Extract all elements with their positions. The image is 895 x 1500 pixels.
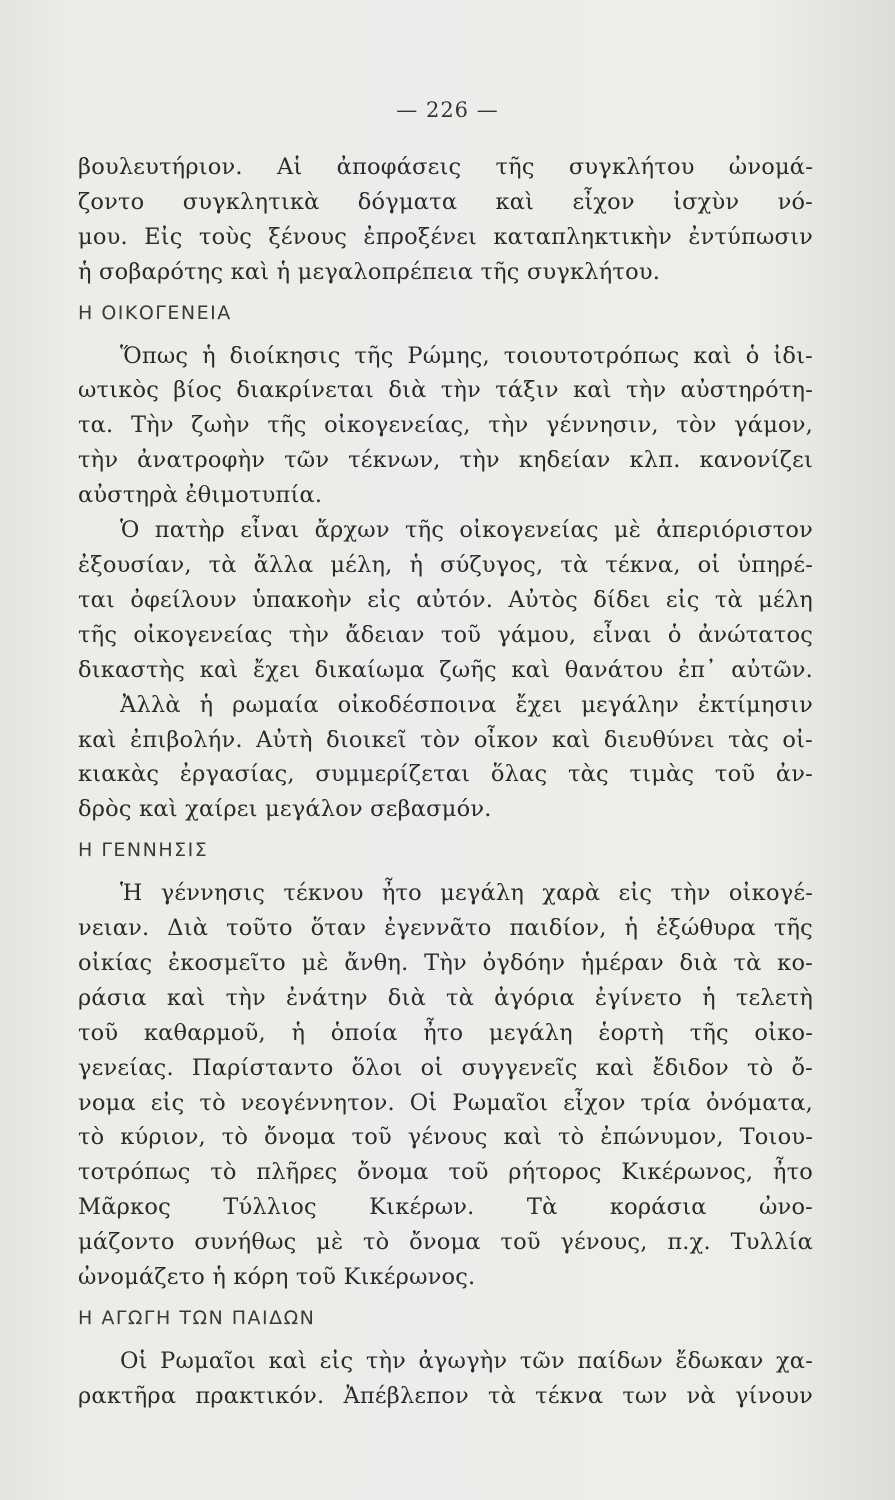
text-line: βουλευτήριον. Αἱ ἀποφάσεις τῆς συγκλήτου ὠνομά- bbox=[78, 154, 813, 180]
text-line: ζοντο συγκλητικὰ δόγματα καὶ εἶχον ἰσχὺν νό- bbox=[78, 188, 813, 215]
text-line: δικαστὴς καὶ ἔχει δικαίωμα ζωῆς καὶ θανάτου ἐπ᾽ αὐτῶν. bbox=[78, 656, 813, 683]
text-line: Ὅπως ἡ διοίκησις τῆς Ρώμης, τοιουτοτρόπως καὶ ὁ ἰδι- bbox=[120, 342, 813, 369]
page-content bbox=[78, 150, 813, 1414]
text-line: κιακὰς ἐργασίας, συμμερίζεται ὅλας τὰς τιμὰς τοῦ ἀν- bbox=[78, 761, 813, 788]
upbringing-paragraph bbox=[78, 1344, 813, 1414]
section-heading-upbringing: Η ΑΓΩΓΗ ΤΩΝ ΠΑΙΔΩΝ bbox=[78, 1307, 316, 1329]
section-heading-family: Η ΟΙΚΟΓΕΝΕΙΑ bbox=[78, 301, 232, 324]
text-line: ἡ σοβαρότης καὶ ἡ μεγαλοπρέπεια τῆς συγκλήτου. bbox=[78, 258, 661, 285]
text-line: ωτικὸς βίος διακρίνεται διὰ τὴν τάξιν καὶ τὴν αὐστηρότη- bbox=[78, 377, 813, 404]
text-line: ἐξουσίαν, τὰ ἄλλα μέλη, ἡ σύζυγος, τὰ τέκνα, οἱ ὑπηρέ- bbox=[78, 551, 813, 578]
family-paragraph-2 bbox=[78, 513, 813, 688]
section-heading-birth: Η ΓΕΝΝΗΣΙΣ bbox=[78, 839, 209, 862]
text-line: Ἡ γέννησις τέκνου ἦτο μεγάλη χαρὰ εἰς τὴν οἰκογέ- bbox=[120, 880, 813, 907]
text-line: γενείας. Παρίσταντο ὅλοι οἱ συγγενεῖς καὶ ἔδιδον τὸ ὄ- bbox=[78, 1054, 813, 1081]
text-line: τὸ κύριον, τὸ ὄνομα τοῦ γένους καὶ τὸ ἐπώνυμον, Τοιου- bbox=[78, 1124, 813, 1151]
text-line: μου. Εἰς τοὺς ξένους ἐπροξένει καταπληκτικὴν ἐντύπωσιν bbox=[78, 223, 813, 250]
text-line: δρὸς καὶ χαίρει μεγάλον σεβασμόν. bbox=[78, 796, 492, 823]
family-paragraph-3 bbox=[78, 688, 813, 828]
text-line: ται ὀφείλουν ὑπακοὴν εἰς αὐτόν. Αὐτὸς δίδει εἰς τὰ μέλη bbox=[78, 586, 813, 613]
text-line: ρακτῆρα πρακτικόν. Ἀπέβλεπον τὰ τέκνα των νὰ γίνουν bbox=[78, 1382, 813, 1409]
text-line: τοῦ καθαρμοῦ, ἡ ὁποία ἦτο μεγάλη ἑορτὴ τῆς οἰκο- bbox=[78, 1019, 813, 1046]
text-line: οἰκίας ἐκοσμεῖτο μὲ ἄνθη. Τὴν ὀγδόην ἡμέραν διὰ τὰ κο- bbox=[78, 949, 813, 976]
birth-paragraph bbox=[78, 876, 813, 1295]
text-line: Ἀλλὰ ἡ ρωμαία οἰκοδέσποινα ἔχει μεγάλην ἐκτίμησιν bbox=[120, 691, 813, 718]
text-line: ράσια καὶ τὴν ἐνάτην διὰ τὰ ἀγόρια ἐγίνετο ἡ τελετὴ bbox=[78, 984, 813, 1011]
text-line: μάζοντο συνήθως μὲ τὸ ὄνομα τοῦ γένους, π.χ. Τυλλία bbox=[78, 1229, 813, 1256]
text-line: Ὁ πατὴρ εἶναι ἄρχων τῆς οἰκογενείας μὲ ἀπεριόριστον bbox=[120, 517, 813, 544]
family-paragraph-1 bbox=[78, 339, 813, 514]
text-line: ὠνομάζετο ἡ κόρη τοῦ Κικέρωνος. bbox=[78, 1264, 476, 1291]
text-line: νομα εἰς τὸ νεογέννητον. Οἱ Ρωμαῖοι εἶχον τρία ὀνόματα, bbox=[78, 1089, 813, 1116]
text-line: τὴν ἀνατροφὴν τῶν τέκνων, τὴν κηδείαν κλπ. κανονίζει bbox=[78, 447, 813, 474]
text-line: τῆς οἰκογενείας τὴν ἄδειαν τοῦ γάμου, εἶναι ὁ ἀνώτατος bbox=[78, 621, 813, 648]
text-line: τα. Τὴν ζωὴν τῆς οἰκογενείας, τὴν γέννησιν, τὸν γάμον, bbox=[78, 412, 813, 439]
text-line: Οἱ Ρωμαῖοι καὶ εἰς τὴν ἀγωγὴν τῶν παίδων ἔδωκαν χα- bbox=[120, 1347, 813, 1374]
text-line: καὶ ἐπιβολήν. Αὐτὴ διοικεῖ τὸν οἶκον καὶ διευθύνει τὰς οἰ- bbox=[78, 726, 813, 753]
text-line: τοτρόπως τὸ πλῆρες ὄνομα τοῦ ρήτορος Κικέρωνος, ἦτο bbox=[78, 1159, 813, 1186]
text-line: αὐστηρὰ ἐθιμοτυπία. bbox=[78, 482, 323, 509]
text-line: Μᾶρκος Τύλλιος Κικέρων. Τὰ κοράσια ὠνο- bbox=[78, 1194, 813, 1221]
intro-paragraph bbox=[78, 150, 813, 290]
text-line: νειαν. Διὰ τοῦτο ὅταν ἐγεννᾶτο παιδίον, ἡ ἐξώθυρα τῆς bbox=[78, 915, 813, 942]
page-number: — 226 — bbox=[396, 98, 499, 122]
